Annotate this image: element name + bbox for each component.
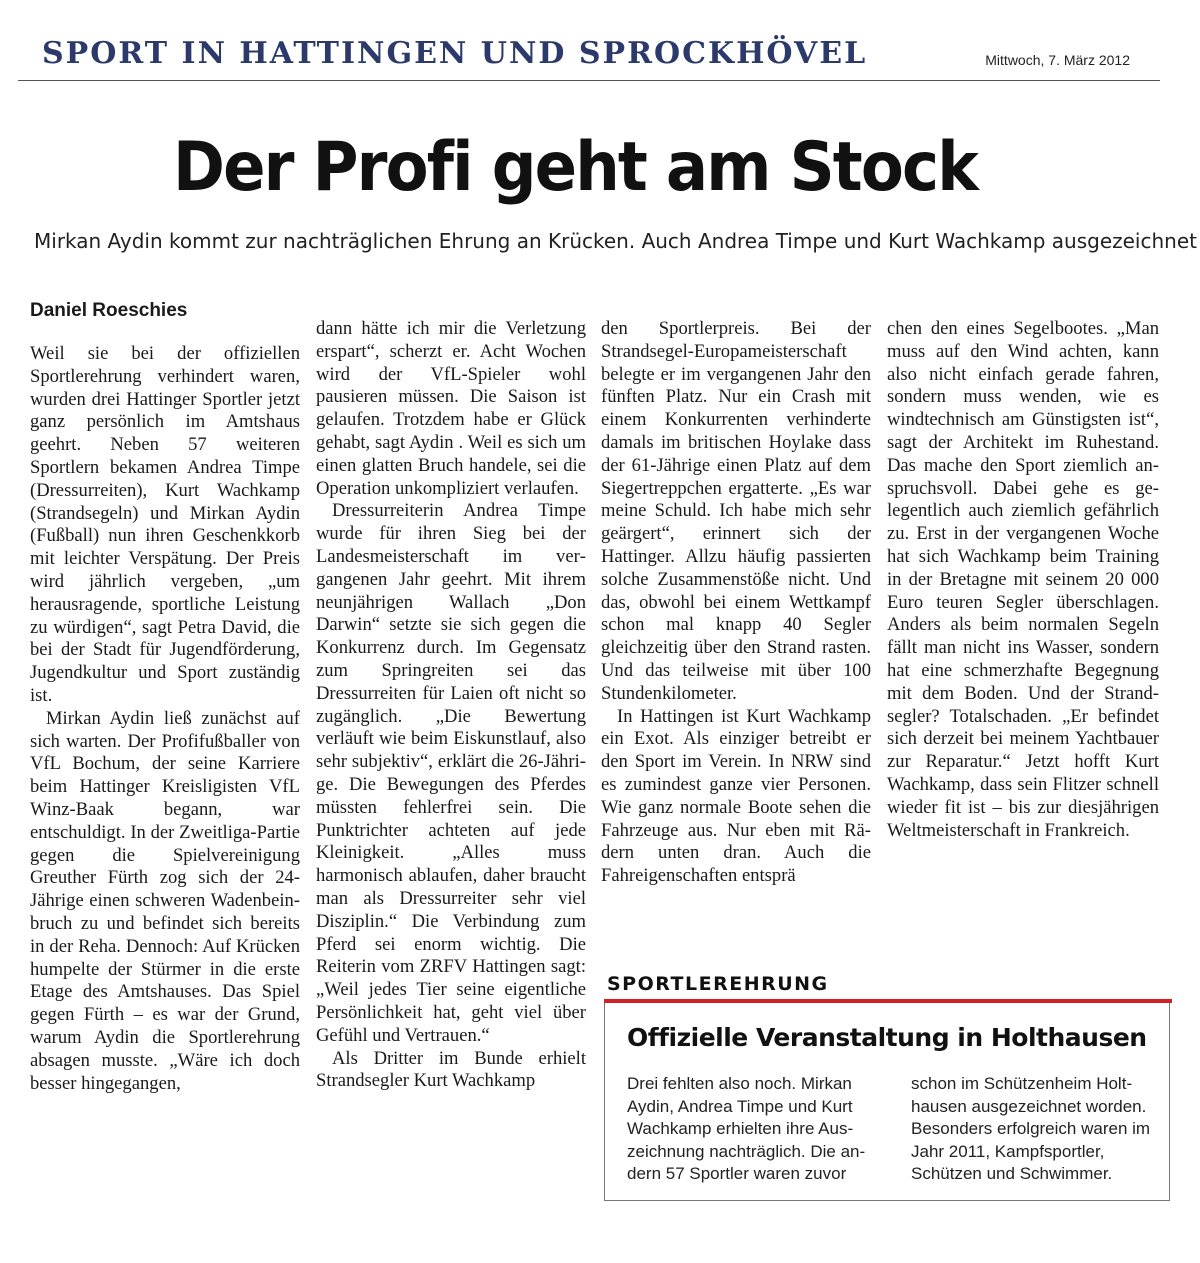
article-paragraph: Als Dritter im Bunde erhielt Strandsegler Kurt Wachkamp (316, 1047, 586, 1092)
sidebar-column-2 (911, 1073, 1161, 1186)
article-paragraph: Mirkan Aydin ließ zunächst auf sich warten. Der Profifußballer von VfL Bochum, der seine Karriere beim Hattinger Kreisligisten VfL Winz-Baak begann, war entschuldigt. In der Zweitliga-Partie gegen die Spielvereinigung Greuther Fürth zog sich der 24-Jährige einen schweren Wadenbeinbruch zu und befindet sich bereits in der Reha. Dennoch: Auf Krücken humpelte der Stürmer in die erste Etage des Amtshauses. Das Spiel gegen Fürth – es war der Grund, warum Aydin die Sportlerehrung absagen musste. „Wäre ich doch besser hingegangen, (30, 707, 300, 1094)
sidebar-label: SPORTLEREHRUNG (607, 973, 829, 995)
section-title: SPORT IN HATTINGEN UND SPROCKHÖVEL (42, 36, 868, 71)
sidebar-column-1 (627, 1073, 877, 1186)
article-paragraph: Dressurreiterin Andrea Timpe wurde für ihren Sieg bei der Landesmeisterschaft im vergangenen Jahr geehrt. Mit ihrem neunjährigen Wallach „Don Darwin“ setzte sie sich gegen die Konkurrenz durch. Im Gegensatz zum Springreiten sei das Dressurreiten für Laien oft nicht so zugänglich. „Die Bewertung verläuft wie beim Eiskunstlauf, also sehr subjektiv“, erklärt die 26-Jährige. Die Bewegungen des Pferdes müssten fehlerfrei sein. Die Punktrichter achteten auf jede Kleinigkeit. „Alles muss harmonisch ablaufen, daher braucht man als Dressurreiter sehr viel Disziplin.“ Die Verbindung zum Pferd sei enorm wichtig. Die Reiterin vom ZRFV Hattingen sagt: „Weil jedes Tier seine eigentliche Persönlichkeit hat, geht viel über Gefühl und Vertrauen.“ (316, 500, 586, 1046)
article-column-1 (30, 343, 300, 1095)
article-headline: Der Profi geht am Stock (172, 128, 978, 207)
article-column-2 (316, 318, 586, 1093)
article-column-3 (601, 318, 871, 888)
article-paragraph: chen den eines Segelbootes. „Man muss auf den Wind achten, kann also nicht einfach gerade fahren, sondern muss wenden, wie es windtechnisch am Günstigsten ist“, sagt der Architekt im Ruhestand. Das mache den Sport ziemlich anspruchsvoll. Dabei gehe es gelegentlich auch ziemlich gefährlich zu. Erst in der vergangenen Woche hat sich Wachkamp beim Training in der Bretagne mit seinem 20 000 Euro teuren Segler überschlagen. Anders als beim normalen Segeln fällt man nicht ins Wasser, sondern hat eine schmerzhafte Begegnung mit dem Boden. Und der Strandsegler? Totalschaden. „Er befindet sich derzeit bei meinem Yachtbauer zur Reparatur.“ Jetzt hofft Kurt Wachkamp, dass sein Flitzer schnell wieder fit ist – bis zur diesjährigen Weltmeisterschaft in Frankreich. (887, 318, 1159, 841)
sidebar-paragraph: Drei fehlten also noch. Mirkan Aydin, Andrea Timpe und Kurt Wachkamp erhielten ihre Auszeichnung nachträglich. Die andern 57 Sportler waren zuvor (627, 1074, 866, 1184)
article-subheadline: Mirkan Aydin kommt zur nachträglichen Ehrung an Krücken. Auch Andrea Timpe und Kurt Wachkamp ausgezeichnet (34, 229, 1197, 253)
article-paragraph: den Sportlerpreis. Bei der Strandsegel-Europameisterschaft belegte er im vergangenen Jahr den fünften Platz. Nur ein Crash mit einem Konkurrenten verhinderte damals im britischen Hoylake dass der 61-Jährige einen Platz auf dem Siegertreppchen ergatterte. „Es war meine Schuld. Ich habe mich sehr geärgert“, erinnert sich der Hattinger. Allzu häufig passierten solche Zusammenstöße nicht. Und das, obwohl bei einem Wettkampf schon mal knapp 40 Segler gleichzeitig über den Strand rasten. Und das teilweise mit über 100 Stundenkilometer. (601, 318, 871, 704)
sidebar-title: Offizielle Veranstaltung in Holthausen (627, 1023, 1147, 1052)
sidebar-paragraph: schon im Schützenheim Holthausen ausgezeichnet worden. Besonders erfolgreich waren im Jahr 2011, Kampfsportler, Schützen und Schwimmer. (911, 1074, 1151, 1184)
issue-date: Mittwoch, 7. März 2012 (985, 52, 1130, 68)
article-paragraph: dann hätte ich mir die Verletzung erspart“, scherzt er. Acht Wochen wird der VfL-Spieler wohl pausieren müssen. Die Saison ist gelaufen. Trotzdem habe er Glück gehabt, sagt Aydin . Weil es sich um einen glatten Bruch handele, sei die Operation unkompliziert verlaufen. (316, 318, 586, 499)
article-column-4 (887, 318, 1159, 842)
header-divider (18, 80, 1160, 81)
article-paragraph: In Hattingen ist Kurt Wachkamp ein Exot. Als einziger betreibt er den Sport im Verein. In NRW sind es zumindest ganze vier Personen. Wie ganz normale Boote sehen die Fahrzeuge aus. Nur eben mit Rädern unten dran. Auch die Fahreigenschaften entsprä (601, 705, 871, 887)
sidebar-box (604, 1003, 1170, 1201)
article-author: Daniel Roeschies (30, 300, 188, 321)
article-paragraph: Weil sie bei der offiziellen Sportlerehrung verhindert waren, wurden drei Hattinger Sportler jetzt ganz persönlich im Amtshaus geehrt. Neben 57 weiteren Sportlern bekamen Andrea Timpe (Dressurreiten), Kurt Wachkamp (Strandsegeln) und Mirkan Aydin (Fußball) nun ihren Geschenkkorb mit leichter Verspätung. Der Preis wird jährlich vergeben, „um herausragende, sportliche Leistung zu würdigen“, sagt Petra David, die bei der Stadt für Jugendförderung, Jugendkultur und Sport zuständig ist. (30, 343, 300, 706)
